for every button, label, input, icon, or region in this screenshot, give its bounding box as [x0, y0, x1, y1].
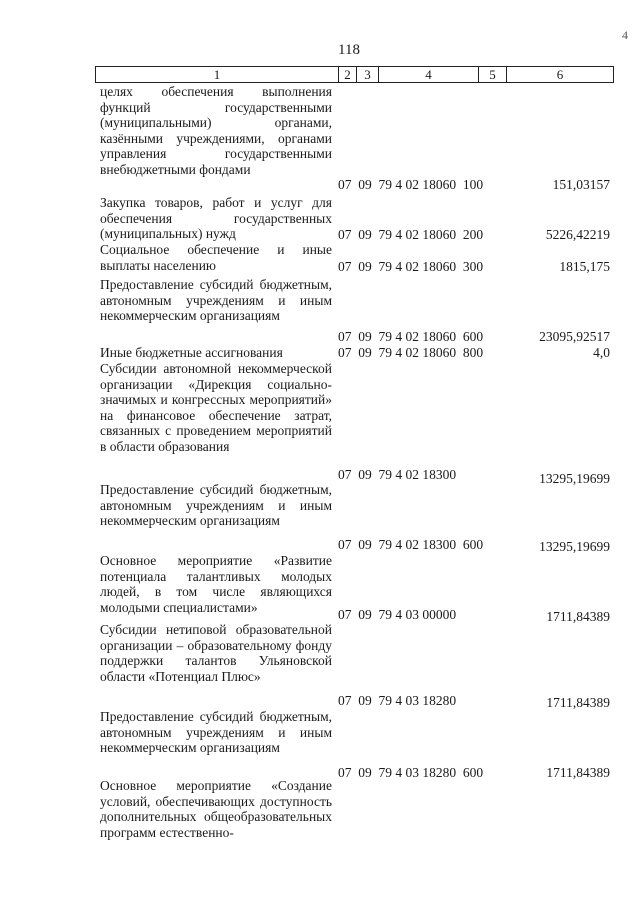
table-header-row — [95, 66, 614, 83]
row-value: 23095,92517 — [539, 329, 610, 344]
header-col-4: 4 — [378, 67, 478, 82]
header-col-2: 2 — [338, 67, 356, 82]
page-number: 118 — [338, 42, 360, 58]
row-code: 07 09 79 4 02 18060 100 — [338, 177, 484, 192]
row-code: 07 09 79 4 02 18300 600 — [338, 537, 484, 552]
row-value: 1711,84389 — [546, 695, 610, 710]
header-col-1: 1 — [213, 67, 221, 82]
row-value: 13295,19699 — [539, 539, 610, 554]
header-col-6: 6 — [506, 67, 613, 82]
row-value: 1815,175 — [559, 259, 610, 274]
row-text: Иные бюджетные ассигнования — [100, 345, 283, 360]
row-code: 07 09 79 4 02 18060 300 — [338, 259, 484, 274]
row-text: Субсидии нетиповой образовательной организации – образовательному фонду поддержки талантов Ульяновской области «Потенциал Плюс» — [100, 622, 332, 684]
row-code: 07 09 79 4 03 00000 — [338, 607, 457, 622]
row-code: 07 09 79 4 02 18060 800 — [338, 345, 484, 360]
row-text: Предоставление субсидий бюджетным, автономным учреждениям и иным некоммерческим организациям — [100, 482, 332, 529]
row-text: Закупка товаров, работ и услуг для обеспечения государственных (муниципальных) нужд — [100, 195, 332, 242]
row-text: Социальное обеспечение и иные выплаты населению — [100, 242, 332, 273]
row-code: 07 09 79 4 02 18060 600 — [338, 329, 484, 344]
row-text: целях обеспечения выполнения функций государственными (муниципальными) органами, казёнными учреждениями, органами управления государственными внебюджетными фондами — [100, 84, 332, 177]
row-text: Предоставление субсидий бюджетным, автономным учреждениям и иным некоммерческим организациям — [100, 277, 332, 324]
row-text: Основное мероприятие «Создание условий, обеспечивающих доступность дополнительных общеобразовательных программ естественно- — [100, 778, 332, 840]
row-value: 1711,84389 — [546, 609, 610, 624]
row-code: 07 09 79 4 02 18060 200 — [338, 227, 484, 242]
row-text: Основное мероприятие «Развитие потенциала талантливых молодых людей, в том числе являющихся молодыми специалистами» — [100, 553, 332, 615]
row-value: 151,03157 — [552, 177, 610, 192]
corner-mark: 4 — [622, 28, 628, 42]
header-col-5: 5 — [478, 67, 506, 82]
row-value: 5226,42219 — [545, 227, 610, 242]
row-text: Субсидии автономной некоммерческой организации «Дирекция социально-значимых и конгрессных мероприятий» на финансовое обеспечение затрат, связанных с проведением мероприятий в области образования — [100, 361, 332, 454]
row-text: Предоставление субсидий бюджетным, автономным учреждениям и иным некоммерческим организациям — [100, 709, 332, 756]
row-code: 07 09 79 4 02 18300 — [338, 467, 457, 482]
row-code: 07 09 79 4 03 18280 — [338, 693, 457, 708]
row-value: 1711,84389 — [546, 765, 610, 780]
row-value: 13295,19699 — [539, 471, 610, 486]
row-value: 4,0 — [593, 345, 610, 360]
header-col-3: 3 — [356, 67, 378, 82]
row-code: 07 09 79 4 03 18280 600 — [338, 765, 484, 780]
